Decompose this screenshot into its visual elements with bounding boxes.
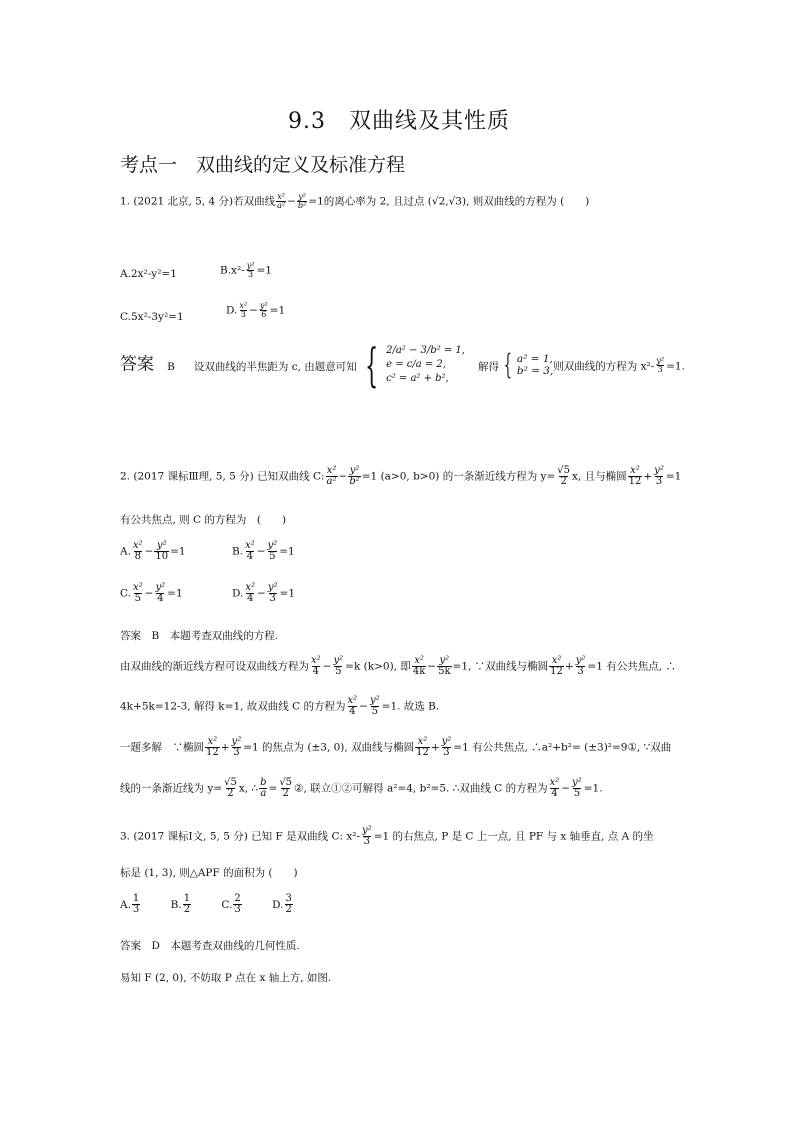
question-1-option-d: D. $\frac{\text{x²}}{3}$ − $\frac{\text{y²}}{6}$ =1 [226,301,286,319]
question-1-answer: 答案 B 设双曲线的半焦距为 c, 由题意可知 { 2/a² − 3/b² = 1, e = c/a = 2, c² = a² + b², 解得 { a² = 1, b² = 3, 则双曲线的方程为 x²- $\frac{\text{y²}}{3}$ =1. [120,338,685,392]
question-2-option-a: A. $\frac{\text{x²}}{8}$ − $\frac{\text{y²}}{10}$ =1 [120,540,186,562]
question-2-solution-line3: 一题多解 ∵椭圆 $\frac{\text{x²}}{12}$ + $\frac{\text{y²}}{3}$ =1 的焦点为 (±3, 0), 双曲线与椭圆 $\frac{\text{x²}}{12}$ + $\frac{\text{y²}}{3}$ =1 有公共焦点, ∴a²+b²= (±3)²=9①, ∵双曲 [120,736,672,758]
question-1-option-a: A.2x²-y²=1 [120,268,177,280]
question-2-option-d: D. $\frac{\text{x²}}{4}$ − $\frac{\text{y²}}{3}$ =1 [232,582,296,604]
question-3-option-c: C. $\frac{2}{3}$ [221,893,241,915]
page-title: 9.3 双曲线及其性质 [288,109,510,134]
question-3-option-a: A. $\frac{1}{3}$ [120,893,140,915]
question-2-option-c: C. $\frac{\text{x²}}{5}$ − $\frac{\text{y²}}{4}$ =1 [120,582,183,604]
question-3-option-d: D. $\frac{3}{2}$ [272,893,292,915]
question-3-options [120,894,294,915]
question-2-answer-head: 答案 B 本题考查双曲线的方程. [120,630,279,642]
question-3-option-b: B. $\frac{1}{2}$ [170,893,191,915]
question-3-stem-line2: 标是 (1, 3), 则△APF 的面积为 ( ) [120,867,298,879]
question-2-option-b: B. $\frac{\text{x²}}{4}$ − $\frac{\text{y²}}{5}$ =1 [232,540,295,562]
question-2-stem-line1: 2. (2017 课标Ⅲ理, 5, 5 分) 已知双曲线 C: $\frac{\text{x²}}{\text{a²}}$ − $\frac{\text{y²}}{\text{b²}}$ =1 (a>0, b>0) 的一条渐近线方程为 y= $\frac{√5}{2}$ x, 且与椭圆 $\frac{\text{x²}}{12}$ + $\frac{\text{y²}}{3}$ =1 [120,465,682,487]
question-3-stem-line1: 3. (2017 课标Ⅰ文, 5, 5 分) 已知 F 是双曲线 C: x²- $\frac{\text{y²}}{3}$ =1 的右焦点, P 是 C 上一点, 且 PF 与 x 轴垂直, 点 A 的坐 [120,825,654,847]
question-1-option-c: C.5x²-3y²=1 [120,311,184,323]
section-heading: 考点一 双曲线的定义及标准方程 [120,154,406,176]
question-3-solution-line1: 易知 F (2, 0), 不妨取 P 点在 x 轴上方, 如图. [120,972,332,984]
question-2-stem-line2: 有公共焦点, 则 C 的方程为 ( ) [120,514,287,526]
question-3-answer-head: 答案 D 本题考查双曲线的几何性质. [120,940,300,952]
question-2-solution-line2: 4k+5k=12-3, 解得 k=1, 故双曲线 C 的方程为 $\frac{\text{x²}}{4}$ − $\frac{\text{y²}}{5}$ =1. 故选 B. [120,695,440,717]
question-2-solution-line1: 由双曲线的渐近线方程可设双曲线方程为 $\frac{\text{x²}}{4}$ − $\frac{\text{y²}}{5}$ =k (k>0), 即 $\frac{\text{x²}}{4k}$ − $\frac{\text{y²}}{5k}$ =1, ∵双曲线与椭圆 $\frac{\text{x²}}{12}$ + $\frac{\text{y²}}{3}$ =1 有公共焦点, ∴ [120,655,676,677]
question-2-solution-line4: 线的一条渐近线为 y= $\frac{√5}{2}$ x, ∴ $\frac{b}{a}$ = $\frac{√5}{2}$ ②, 联立①②可解得 a²=4, b²=5. ∴双曲线 C 的方程为 $\frac{\text{x²}}{4}$ − $\frac{\text{y²}}{5}$ =1. [120,777,603,799]
question-1-option-b: B.x²- $\frac{\text{y²}}{3}$ =1 [220,261,272,279]
question-1-stem: 1. (2021 北京, 5, 4 分)若双曲线 $\frac{\text{x²}}{\text{a²}}$ − $\frac{\text{y²}}{\text{b²}}$ =1的离心率为 2, 且过点 (√2,√3), 则双曲线的方程为 ( ) [120,192,590,210]
